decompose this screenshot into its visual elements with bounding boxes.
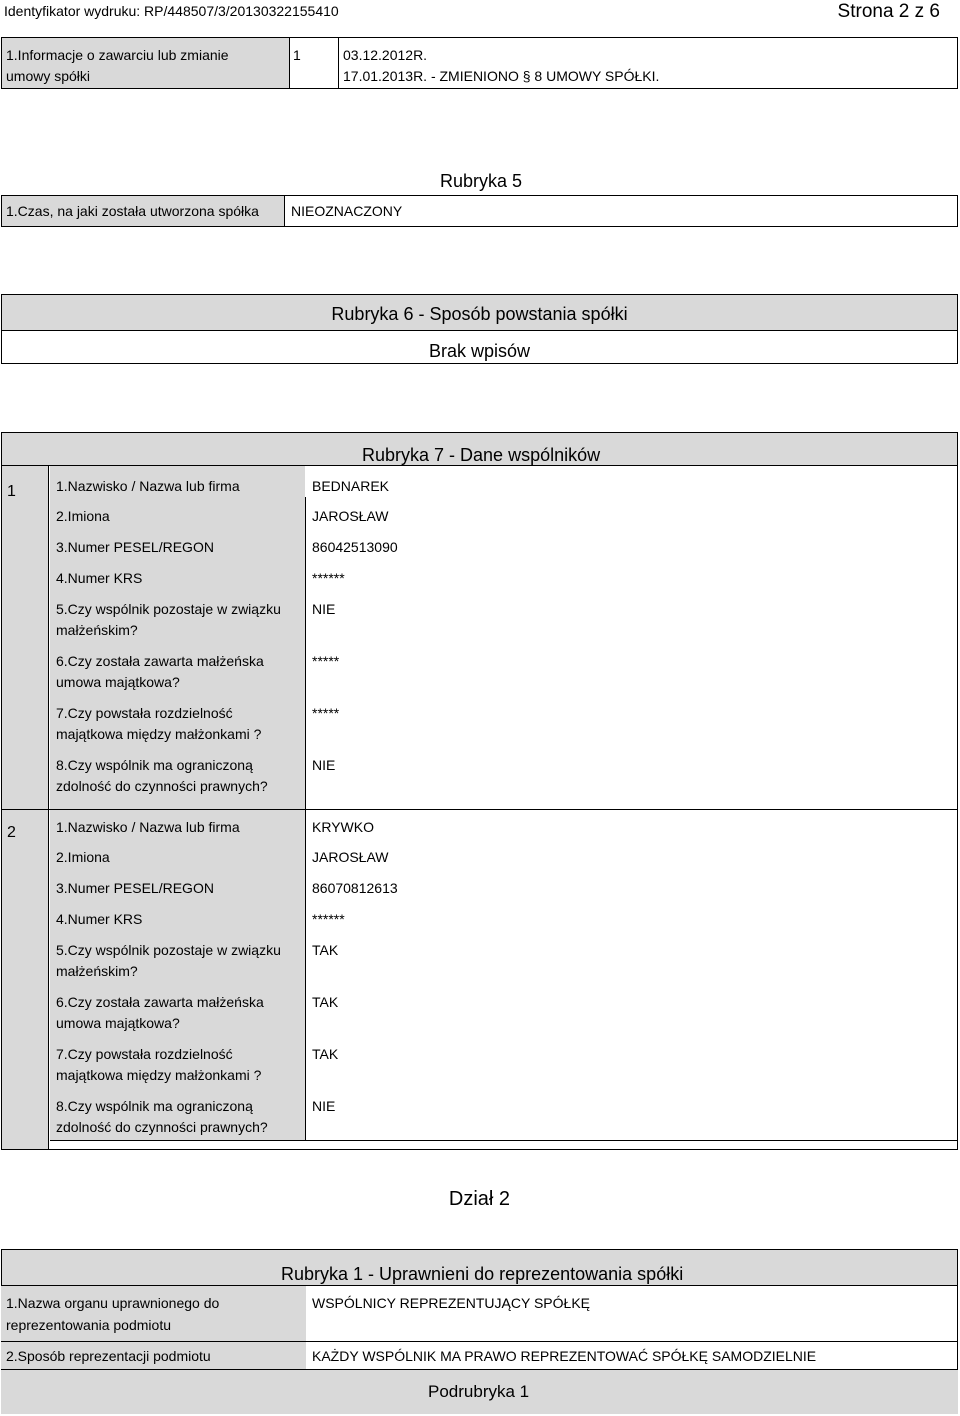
dzial2-r1-value: WSPÓLNICY REPREZENTUJĄCY SPÓŁKĘ <box>312 1295 590 1311</box>
partner-1-f7-value: ***** <box>312 705 340 721</box>
partner-1-f6-value: ***** <box>312 653 340 669</box>
partner-1-f8-label-l1: 8.Czy wspólnik ma ograniczoną <box>56 757 253 773</box>
partner-2-f1-label: 1.Nazwisko / Nazwa lub firma <box>56 819 240 835</box>
partner-2-f8-label-l2: zdolność do czynności prawnych? <box>56 1119 268 1135</box>
partner-2-inner-rule <box>50 1140 958 1141</box>
partner-1-f8-label-l2: zdolność do czynności prawnych? <box>56 778 268 794</box>
dzial2-r2-label: 2.Sposób reprezentacji podmiotu <box>6 1348 211 1364</box>
partner-2-f6-label-l2: umowa majątkowa? <box>56 1015 180 1031</box>
partner-1-f1-value: BEDNAREK <box>312 478 390 494</box>
dzial2-r2-value: KAŻDY WSPÓLNIK MA PRAWO REPREZENTOWAĆ SPÓŁKĘ SAMODZIELNIE <box>312 1348 817 1364</box>
partner-2-f2-label: 2.Imiona <box>56 849 110 865</box>
partner-1-row1-blank <box>305 466 958 497</box>
partner-2-f8-label-l1: 8.Czy wspólnik ma ograniczoną <box>56 1098 253 1114</box>
info-label-line1: 1.Informacje o zawarciu lub zmianie <box>6 47 229 63</box>
partner-1-f7-label-l2: majątkowa między małżonkami ? <box>56 726 262 742</box>
print-identifier: Identyfikator wydruku: RP/448507/3/20130322155410 <box>4 3 339 19</box>
partner-2-f8-value: NIE <box>312 1098 336 1114</box>
partner-2-f5-value: TAK <box>312 942 339 958</box>
info-label-line2: umowy spółki <box>6 68 91 84</box>
partner-1-f5-label-l1: 5.Czy wspólnik pozostaje w związku <box>56 601 281 617</box>
partner-1-f2-value: JAROSŁAW <box>312 508 389 524</box>
dzial2-rubryka1-title: Rubryka 1 - Uprawnieni do reprezentowania spółki <box>281 1264 684 1284</box>
info-value-line2: 17.01.2013R. - ZMIENIONO § 8 UMOWY SPÓŁKI. <box>343 68 660 84</box>
dzial2-podrubryka-title: Podrubryka 1 <box>428 1382 530 1401</box>
partner-2-f5-label-l2: małżeńskim? <box>56 963 138 979</box>
partner-2-num-cell <box>1 810 49 1149</box>
partner-1-f5-value: NIE <box>312 601 336 617</box>
info-number: 1 <box>293 47 301 63</box>
partner-2-number: 2 <box>7 824 16 841</box>
rubryka6-title: Rubryka 6 - Sposób powstania spółki <box>331 304 628 324</box>
dzial2-title: Dział 2 <box>448 1188 511 1210</box>
partner-2-f6-value: TAK <box>312 994 339 1010</box>
rubryka7-bottom-rule <box>1 1149 958 1150</box>
rubryka5-value: NIEOZNACZONY <box>291 203 403 219</box>
partner-2-f7-label-l2: majątkowa między małżonkami ? <box>56 1067 262 1083</box>
partner-1-f4-value: ****** <box>312 570 345 586</box>
partner-1-f6-label-l1: 6.Czy została zawarta małżeńska <box>56 653 264 669</box>
partner-1-f4-label: 4.Numer KRS <box>56 570 143 586</box>
dzial2-r1-label-l2: reprezentowania podmiotu <box>6 1317 171 1333</box>
partner-2-f3-value: 86070812613 <box>312 880 398 896</box>
partner-2-f2-value: JAROSŁAW <box>312 849 389 865</box>
partner-1-number: 1 <box>7 483 16 500</box>
partner-2-f4-value: ****** <box>312 911 345 927</box>
rubryka7-right-rule <box>957 432 958 1150</box>
partner-1-f6-label-l2: umowa majątkowa? <box>56 674 180 690</box>
partner-2-f1-value: KRYWKO <box>312 819 374 835</box>
rubryka7-title: Rubryka 7 - Dane wspólników <box>362 445 601 465</box>
dzial2-r1-label-l1: 1.Nazwa organu uprawnionego do <box>6 1295 220 1311</box>
partner-1-f3-label: 3.Numer PESEL/REGON <box>56 539 214 555</box>
partner-1-num-cell <box>1 466 49 810</box>
partner-1-f8-value: NIE <box>312 757 336 773</box>
partner-2-f3-label: 3.Numer PESEL/REGON <box>56 880 214 896</box>
info-value-line1: 03.12.2012R. <box>343 47 428 63</box>
partner-2-f7-value: TAK <box>312 1046 339 1062</box>
partner-2-f4-label: 4.Numer KRS <box>56 911 143 927</box>
partner-1-f2-label: 2.Imiona <box>56 508 110 524</box>
partner-1-f1-label: 1.Nazwisko / Nazwa lub firma <box>56 478 240 494</box>
partner-2-f6-label-l1: 6.Czy została zawarta małżeńska <box>56 994 264 1010</box>
partner-1-f3-value: 86042513090 <box>312 539 398 555</box>
rubryka6-empty: Brak wpisów <box>428 341 531 361</box>
rubryka5-label: 1.Czas, na jaki została utworzona spółka <box>6 203 259 219</box>
partner-1-f7-label-l1: 7.Czy powstała rozdzielność <box>56 705 233 721</box>
page-number: Strona 2 z 6 <box>837 1 940 22</box>
partner-2-f7-label-l1: 7.Czy powstała rozdzielność <box>56 1046 233 1062</box>
partner-2-f5-label-l1: 5.Czy wspólnik pozostaje w związku <box>56 942 281 958</box>
rubryka5-title: Rubryka 5 <box>440 171 523 191</box>
partner-1-f5-label-l2: małżeńskim? <box>56 622 138 638</box>
